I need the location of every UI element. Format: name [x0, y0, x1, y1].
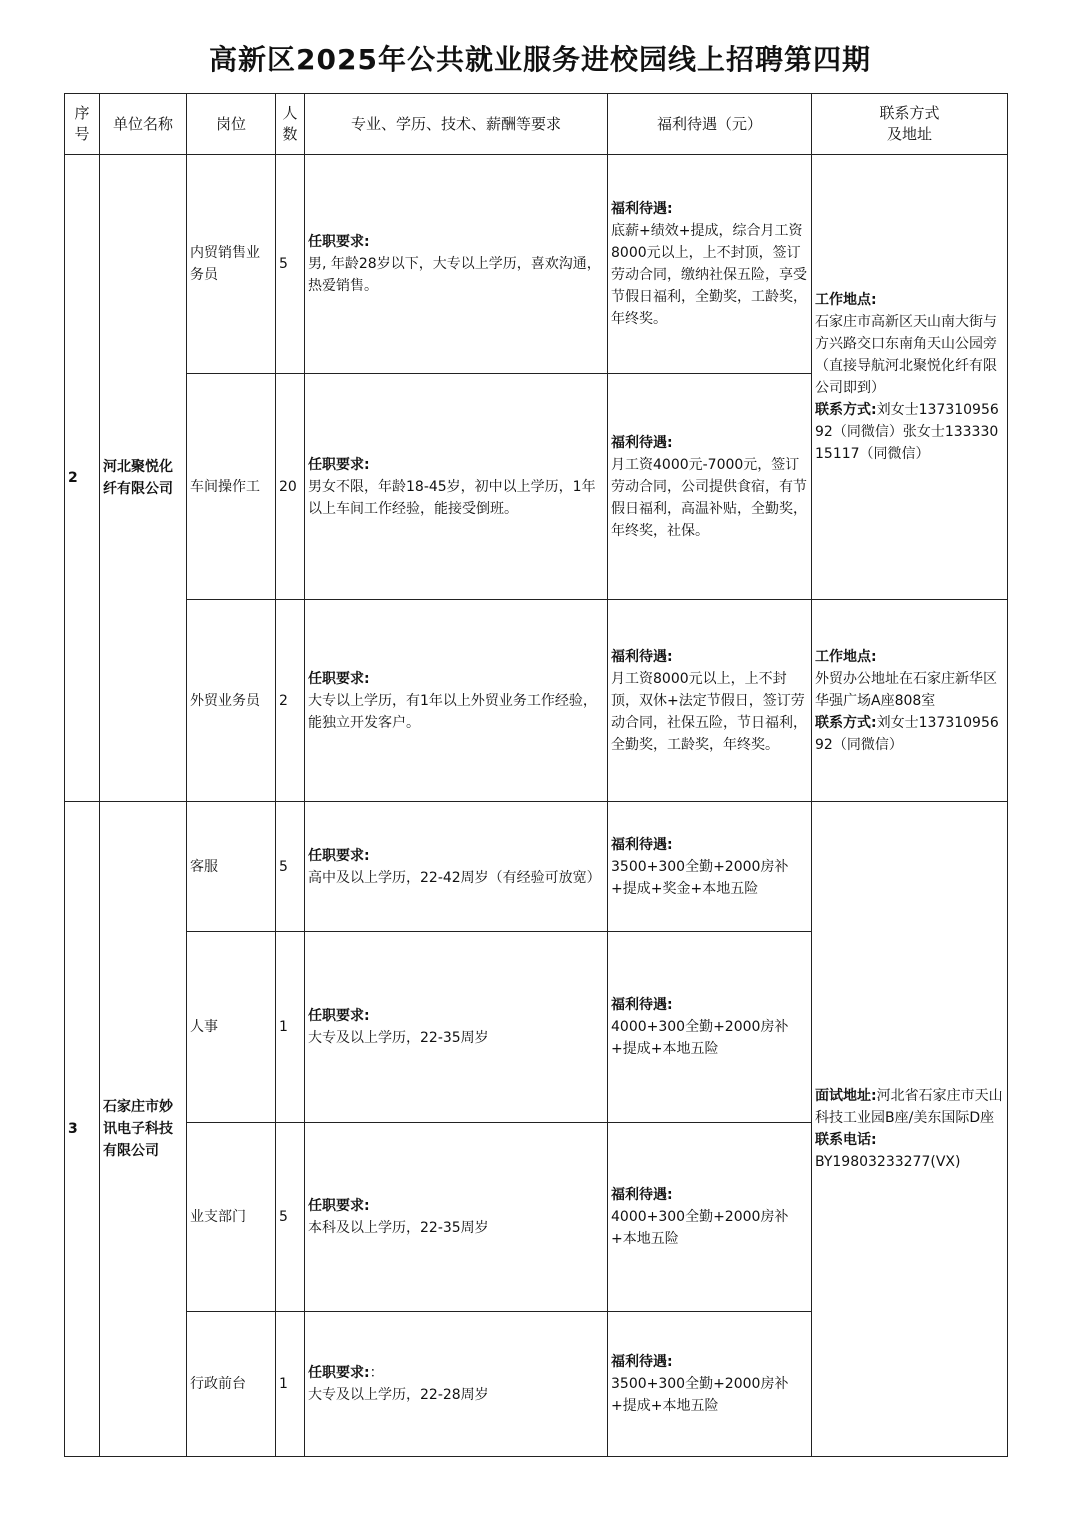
contact-cell [812, 802, 1008, 1457]
company-name: 石家庄市妙讯电子科技有限公司 [100, 802, 187, 1457]
benefits-cell [608, 932, 812, 1123]
header-seq: 序号 [65, 94, 100, 155]
position-cell: 外贸业务员 [187, 600, 276, 802]
requirements-cell [305, 802, 608, 932]
recruitment-table [64, 93, 1008, 1457]
position-cell: 人事 [187, 932, 276, 1123]
benefits-cell [608, 1312, 812, 1457]
requirements-text: 大专以上学历，有1年以上外贸业务工作经验，能独立开发客户。 [308, 692, 597, 731]
benefits-text: 3500+300全勤+2000房补+提成+奖金+本地五险 [611, 858, 789, 897]
benefits-label: 福利待遇: [611, 836, 673, 853]
benefits-label: 福利待遇: [611, 201, 673, 217]
requirements-text: 男女不限，年龄18-45岁，初中以上学历，1年以上车间工作经验，能接受倒班。 [308, 478, 596, 517]
requirements-label: 任职要求: [308, 234, 370, 250]
header-benefits: 福利待遇（元） [608, 94, 812, 155]
benefits-cell [608, 802, 812, 932]
requirements-text: 大专及以上学历，22-28周岁 [308, 1387, 489, 1403]
requirements-cell [305, 1312, 608, 1457]
page-title: 高新区2025年公共就业服务进校园线上招聘第四期 [209, 43, 871, 76]
phone-text: BY19803233277(VX) [815, 1154, 961, 1170]
count-cell: 5 [276, 802, 305, 932]
requirements-label-suffix: ： [369, 1365, 384, 1381]
position-cell: 车间操作工 [187, 374, 276, 600]
count-cell: 2 [276, 600, 305, 802]
position-cell: 内贸销售业务员 [187, 155, 276, 374]
count-cell: 1 [276, 932, 305, 1123]
header-contact-line2: 及地址 [886, 125, 932, 143]
interview-label: 面试地址: [815, 1088, 877, 1104]
benefits-label: 福利待遇: [611, 434, 673, 451]
requirements-cell [305, 155, 608, 374]
interview-text: 河北省石家庄市天山科技工业园B座/美东国际D座 [815, 1088, 1003, 1126]
header-row [65, 94, 1008, 155]
benefits-text: 底薪+绩效+提成，综合月工资8000元以上，上不封顶，签订劳动合同，缴纳社保五险，享受节假日福利，全勤奖，工龄奖，年终奖。 [611, 223, 807, 327]
header-count: 人数 [276, 94, 305, 155]
contact-label: 联系方式: [815, 402, 877, 418]
requirements-label: 任职要求: [308, 1365, 370, 1381]
requirements-text: 高中及以上学历，22-42周岁（有经验可放宽） [308, 869, 601, 886]
table-row [65, 600, 1008, 802]
benefits-cell [608, 374, 812, 600]
requirements-cell [305, 932, 608, 1123]
requirements-label: 任职要求: [308, 847, 370, 864]
company-name: 河北聚悦化纤有限公司 [100, 155, 187, 802]
benefits-label: 福利待遇: [611, 1354, 673, 1370]
contact-cell [812, 155, 1008, 600]
header-company: 单位名称 [100, 94, 187, 155]
benefits-cell [608, 600, 812, 802]
requirements-cell [305, 374, 608, 600]
benefits-label: 福利待遇: [611, 997, 673, 1013]
requirements-cell [305, 600, 608, 802]
benefits-text: 3500+300全勤+2000房补+提成+本地五险 [611, 1376, 789, 1414]
benefits-text: 月工资4000元-7000元，签订劳动合同，公司提供食宿，有节假日福利，高温补贴，全勤奖，年终奖，社保。 [611, 456, 807, 539]
requirements-label: 任职要求: [308, 1008, 370, 1024]
header-requirements: 专业、学历、技术、薪酬等要求 [305, 94, 608, 155]
workplace-text: 石家庄市高新区天山南大街与方兴路交口东南角天山公园旁 （直接导航河北聚悦化纤有限公司即到） [815, 314, 997, 396]
requirements-label: 任职要求: [308, 670, 370, 687]
contact-label: 联系方式: [815, 714, 877, 731]
seq-cell: 3 [65, 802, 100, 1457]
table-row [65, 155, 1008, 374]
workplace-label: 工作地点: [815, 648, 877, 665]
benefits-cell [608, 155, 812, 374]
benefits-text: 月工资8000元以上，上不封顶，双休+法定节假日，签订劳动合同，社保五险，节日福利，全勤奖，工龄奖，年终奖。 [611, 670, 807, 753]
benefits-cell [608, 1123, 812, 1312]
header-position: 岗位 [187, 94, 276, 155]
phone-label: 联系电话: [815, 1132, 877, 1148]
workplace-text: 外贸办公地址在石家庄新华区华强广场A座808室 [815, 670, 997, 709]
benefits-text: 4000+300全勤+2000房补+提成+本地五险 [611, 1019, 789, 1057]
header-contact [812, 94, 1008, 155]
contact-cell [812, 600, 1008, 802]
requirements-label: 任职要求: [308, 456, 370, 473]
position-cell: 客服 [187, 802, 276, 932]
benefits-label: 福利待遇: [611, 648, 673, 665]
benefits-label: 福利待遇: [611, 1187, 673, 1203]
requirements-text: 男, 年龄28岁以下，大专以上学历，喜欢沟通，热爱销售。 [308, 256, 601, 294]
requirements-text: 本科及以上学历，22-35周岁 [308, 1220, 489, 1236]
benefits-text: 4000+300全勤+2000房补+本地五险 [611, 1209, 789, 1247]
contact-text: 刘女士13731095692（同微信） [815, 714, 999, 753]
requirements-text: 大专及以上学历，22-35周岁 [308, 1030, 489, 1046]
count-cell: 5 [276, 1123, 305, 1312]
count-cell: 5 [276, 155, 305, 374]
requirements-cell [305, 1123, 608, 1312]
position-cell: 业支部门 [187, 1123, 276, 1312]
contact-text: 刘女士13731095692（同微信）张女士13333015117（同微信） [815, 402, 999, 462]
table-row [65, 802, 1008, 932]
workplace-label: 工作地点: [815, 292, 877, 308]
count-cell: 20 [276, 374, 305, 600]
count-cell: 1 [276, 1312, 305, 1457]
position-cell: 行政前台 [187, 1312, 276, 1457]
requirements-label: 任职要求: [308, 1198, 370, 1214]
header-contact-line1: 联系方式 [879, 104, 940, 122]
seq-cell: 2 [65, 155, 100, 802]
